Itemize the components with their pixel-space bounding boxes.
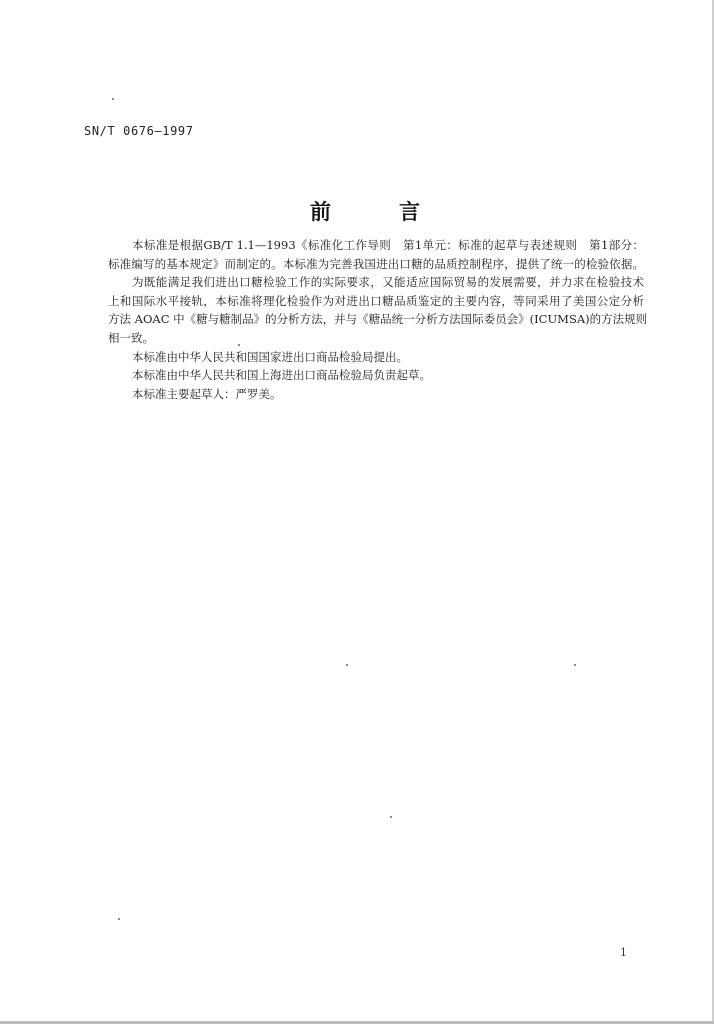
paragraph <box>84 366 644 385</box>
title-char-1: 前 <box>310 200 331 224</box>
scan-speck <box>346 664 348 666</box>
paragraph <box>84 236 644 273</box>
paragraph <box>84 385 644 404</box>
text-line: 方法 AOAC 中《糖与糖制品》的分析方法，并与《糖品统一分析方法国际委员会》(ICUMSA)的方法规则 <box>108 312 648 327</box>
title-char-2: 言 <box>399 200 420 224</box>
text-line: 上和国际水平接轨，本标准将理化检验作为对进出口糖品质鉴定的主要内容，等同采用了美国公定分析 <box>108 293 644 308</box>
text-line: 本标准由中华人民共和国上海进出口商品检验局负责起草。 <box>132 368 431 383</box>
standard-code: SN/T 0676—1997 <box>84 124 194 138</box>
page-number: 1 <box>620 946 627 959</box>
scan-speck <box>118 918 120 920</box>
scan-speck <box>574 664 576 666</box>
text-line: 本标准主要起草人：严罗美。 <box>132 386 282 401</box>
text-line: 标准编写的基本规定》而制定的。本标准为完善我国进出口糖的品质控制程序，提供了统一的检验依据。 <box>108 256 644 271</box>
foreword-body <box>84 236 648 403</box>
scan-speck <box>238 344 240 346</box>
scan-speck <box>112 98 114 100</box>
page-title <box>310 196 420 226</box>
paragraph <box>84 273 648 347</box>
text-line: 本标准是根据GB/T 1.1—1993《标准化工作导则 第1单元：标准的起草与表述规则 第1部分： <box>132 238 644 252</box>
text-line: 为既能满足我们进出口糖检验工作的实际要求，又能适应国际贸易的发展需要，并力求在检验技术 <box>132 275 644 290</box>
scan-speck <box>390 816 392 818</box>
text-line: 相一致。 <box>108 330 154 345</box>
paragraph <box>84 348 644 367</box>
text-line: 本标准由中华人民共和国国家进出口商品检验局提出。 <box>132 349 408 364</box>
